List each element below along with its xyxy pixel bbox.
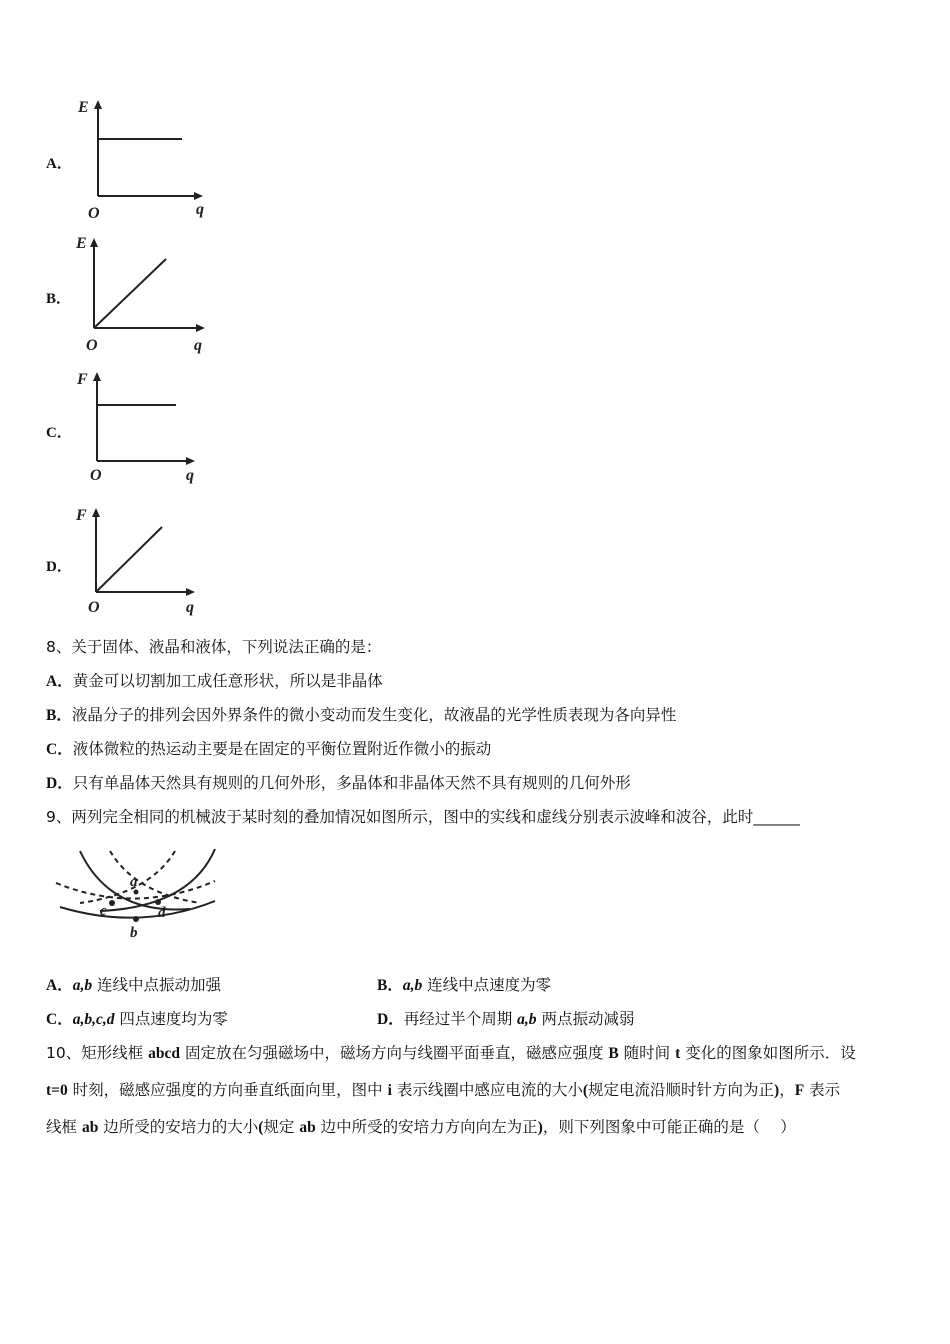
graph-line (94, 259, 166, 328)
option-c-label: C． (46, 425, 72, 441)
point-c (109, 900, 115, 906)
label-d: d (158, 905, 166, 921)
option-d-label: D． (46, 559, 72, 575)
q8-option-c: C．液体微粒的热运动主要是在固定的平衡位置附近作微小的振动 (46, 740, 492, 758)
q9-option-c: C．a,b,c,d 四点速度均为零 (46, 1010, 228, 1028)
q8-stem: 8、关于固体、液晶和液体，下列说法正确的是： (46, 638, 382, 656)
label-c: c (100, 903, 107, 919)
origin-label: O (90, 467, 102, 484)
y-axis-label: E (76, 235, 87, 252)
x-axis-arrow (196, 324, 205, 332)
y-axis-arrow (90, 238, 98, 247)
origin-label: O (86, 337, 98, 354)
q8-option-a: A．黄金可以切割加工成任意形状，所以是非晶体 (46, 672, 383, 690)
point-a (134, 890, 139, 895)
origin-label: O (88, 205, 100, 222)
graph-line (96, 527, 162, 592)
x-axis-label: q (186, 599, 194, 616)
x-axis-arrow (186, 588, 195, 596)
x-axis-arrow (194, 192, 203, 200)
label-b: b (130, 925, 138, 941)
graph-a (70, 96, 220, 224)
y-axis-label: E (78, 99, 89, 116)
x-axis-label: q (196, 201, 204, 218)
q9-option-b: B．a,b 连线中点速度为零 (377, 976, 552, 994)
x-axis-label: q (186, 467, 194, 484)
graph-b (70, 230, 220, 358)
x-axis-arrow (186, 457, 195, 465)
q8-option-d: D．只有单晶体天然具有规则的几何外形，多晶体和非晶体天然不具有规则的几何外形 (46, 774, 631, 792)
answer-blank: ______ (753, 808, 800, 826)
q9-option-a: A．a,b 连线中点振动加强 (46, 976, 222, 994)
x-axis-label: q (194, 337, 202, 354)
q10-line-2: t=0 时刻，磁感应强度的方向垂直纸面向里，图中 i 表示线圈中感应电流的大小(规定电流沿顺时针方向为正)，F 表示 (46, 1081, 841, 1099)
option-a-label: A． (46, 156, 72, 172)
y-axis-arrow (92, 508, 100, 517)
y-axis-arrow (93, 372, 101, 381)
q9-option-d: D．再经过半个周期 a,b 两点振动减弱 (377, 1010, 635, 1028)
q10-line-1: 10、矩形线框 abcd 固定放在匀强磁场中，磁场方向与线圈平面垂直，磁感应强度 B 随时间 t 变化的图象如图所示．设 (46, 1044, 856, 1062)
q8-option-b: B．液晶分子的排列会因外界条件的微小变动而发生变化，故液晶的光学性质表现为各向异性 (46, 706, 677, 724)
y-axis-label: F (76, 507, 87, 524)
option-b-label: B． (46, 291, 72, 307)
q9-stem: 9、两列完全相同的机械波于某时刻的叠加情况如图所示，图中的实线和虚线分别表示波峰和波谷，此时______ (46, 808, 800, 826)
dashed-wave-1 (110, 851, 200, 903)
graph-c (70, 364, 220, 492)
y-axis-label: F (77, 371, 88, 388)
label-a: a (130, 874, 138, 890)
origin-label: O (88, 599, 100, 616)
y-axis-arrow (94, 100, 102, 109)
wave-superposition-figure (50, 845, 230, 945)
q10-line-3: 线框 ab 边所受的安培力的大小(规定 ab 边中所受的安培力方向向左为正)，则下列图象中可能正确的是（ ） (46, 1118, 796, 1136)
point-b (133, 916, 139, 922)
graph-d (70, 500, 220, 628)
